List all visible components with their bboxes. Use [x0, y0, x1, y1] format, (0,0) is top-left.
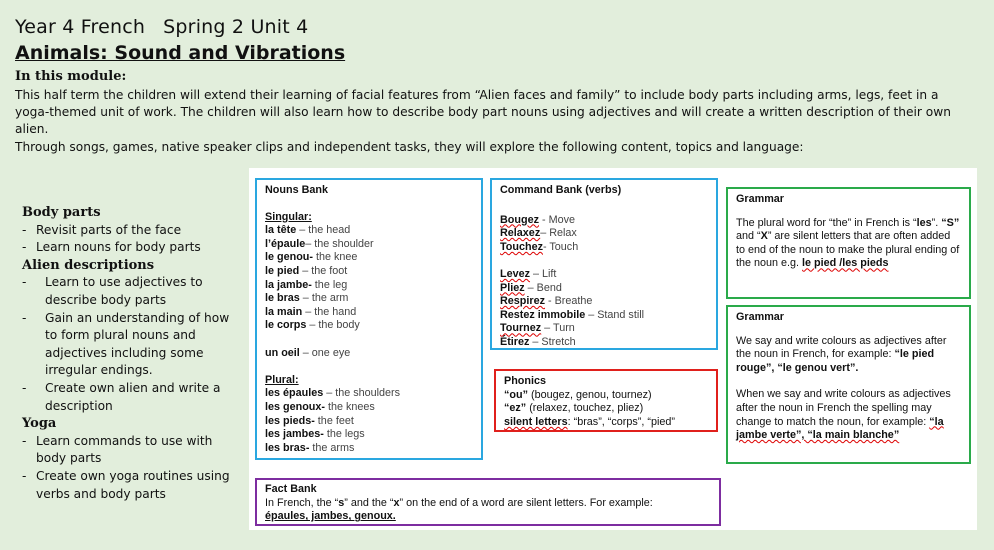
fact-bank-title: Fact Bank: [265, 483, 317, 495]
list-item: - Learn to use adjectives to describe body parts: [22, 275, 203, 307]
module-heading: In this module:: [15, 69, 127, 84]
alien-heading: Alien descriptions: [22, 257, 155, 273]
fact-bank-box: [255, 478, 721, 526]
list-item: le bras – the arm: [265, 292, 349, 305]
grammar-colours-text: We say and write colours as adjectives after the noun in French, for example: “le pied rouge”, “le genou vert”.: [736, 334, 947, 374]
phonics-box: [494, 369, 718, 432]
subject-text: Year 4 French: [15, 16, 146, 38]
list-item: Bougez - Move: [500, 213, 575, 226]
list-item: silent letters: “bras”, “corps”, “pied”: [504, 415, 675, 428]
fact-bank-text: In French, the “s” and the “x” on the end of a word are silent letters. For example:: [265, 496, 653, 509]
grammar-title: Grammar: [736, 311, 785, 323]
list-item: “ez” (relaxez, touchez, pliez): [504, 402, 644, 415]
list-item: un oeil – one eye: [265, 346, 351, 359]
phonics-title: Phonics: [504, 375, 546, 387]
list-item: le pied – the foot: [265, 264, 348, 277]
singular-heading: Singular:: [265, 210, 312, 223]
list-item: - Learn commands to use with body parts: [22, 433, 213, 466]
command-bank-title: Command Bank (verbs): [500, 184, 622, 196]
nouns-bank-box: [255, 178, 483, 460]
grammar-plural-text: The plural word for “the” in French is “les”. “S” and “X” are silent letters that are often added to end of the noun to make the plural ending of the noun e.g. le pied /les pieds: [736, 216, 960, 270]
list-item: le genou- the knee: [265, 251, 358, 264]
list-item: la jambe- the leg: [265, 278, 348, 291]
list-item: le corps – the body: [265, 319, 360, 332]
grammar-title: Grammar: [736, 193, 785, 205]
list-item: les genoux- the knees: [265, 400, 375, 413]
module-topics-intro: Through songs, games, native speaker clips and independent tasks, they will explore the following content, topics and language:: [15, 140, 804, 154]
list-item: l’épaule– the shoulder: [265, 237, 374, 250]
list-item: Touchez- Touch: [500, 240, 579, 253]
list-item: - Create own alien and write a description: [22, 380, 221, 413]
list-item: Pliez – Bend: [500, 281, 562, 294]
list-item: les pieds- the feet: [265, 414, 354, 427]
list-item: les jambes- the legs: [265, 428, 365, 441]
yoga-heading: Yoga: [22, 416, 57, 432]
body-parts-heading: Body parts: [22, 205, 101, 220]
list-item: Étirez – Stretch: [500, 335, 576, 348]
page-subject-title: [15, 16, 308, 38]
list-item: Respirez - Breathe: [500, 295, 593, 308]
list-item: les épaules – the shoulders: [265, 387, 401, 400]
list-item: les bras- the arms: [265, 441, 355, 454]
list-item: Tournez – Turn: [500, 322, 575, 335]
list-item: la main – the hand: [265, 305, 357, 318]
fact-bank-example: épaules, jambes, genoux.: [265, 510, 396, 523]
list-item: “ou” (bougez, genou, tournez): [504, 388, 652, 401]
list-item: - Create own yoga routines using verbs and body parts: [22, 468, 230, 501]
grammar-box-plural: [726, 187, 971, 299]
command-bank-box: [490, 178, 718, 350]
module-description: This half term the children will extend their learning of facial features from “Alien faces and family” to include body parts including arms, legs, feet in a yoga-themed unit of work. The children will also learn how to describe body part nouns using adjectives and will create a written description of their own alien.: [15, 88, 951, 136]
list-item: - Revisit parts of the face: [22, 222, 182, 237]
unit-text: Spring 2 Unit 4: [163, 16, 309, 38]
list-item: Levez – Lift: [500, 267, 557, 280]
list-item: Relaxez– Relax: [500, 227, 577, 240]
list-item: - Learn nouns for body parts: [22, 240, 201, 255]
vocabulary-panel: [249, 168, 977, 530]
nouns-bank-title: Nouns Bank: [265, 184, 328, 196]
list-item: - Gain an understanding of how to form plural nouns and adjectives including some irregular endings.: [22, 310, 230, 378]
plural-heading: Plural:: [265, 373, 299, 386]
grammar-box-colours: [726, 305, 971, 464]
grammar-spelling-text: When we say and write colours as adjectives after the noun in French the spelling may change to match the noun, for example: “la jambe verte”, “la main blanche”: [736, 388, 951, 442]
page-title: Animals: Sound and Vibrations: [15, 42, 346, 64]
list-item: Restez immobile – Stand still: [500, 308, 645, 321]
list-item: la tête – the head: [265, 224, 351, 237]
topic-list: [22, 204, 242, 503]
